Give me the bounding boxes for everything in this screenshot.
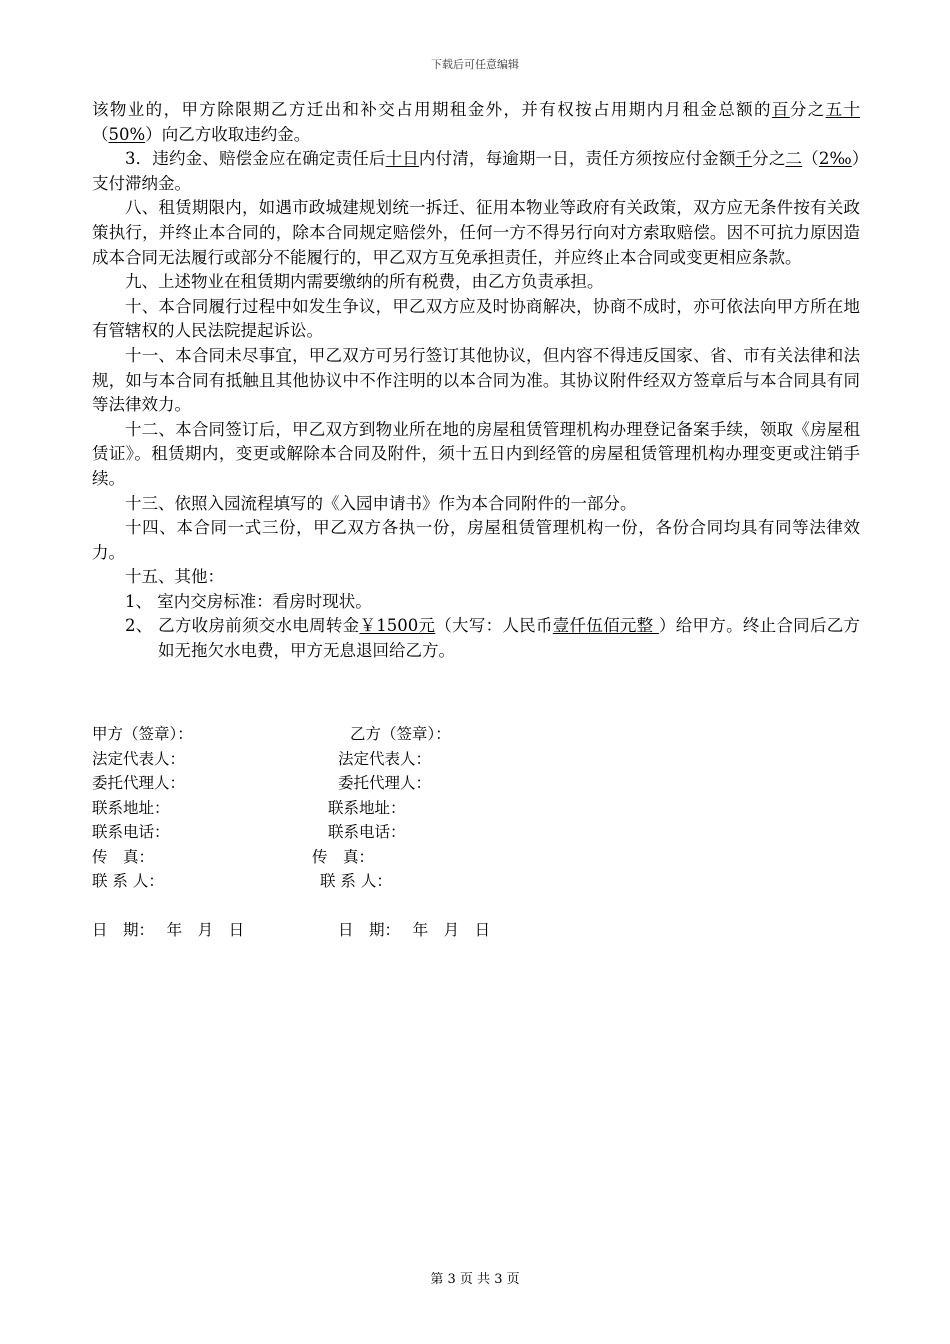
underlined-term: 百 <box>771 100 790 119</box>
paragraph-text: 十四、本合同一式三份，甲乙双方各执一份，房屋租赁管理机构一份，各份合同均具有同等法律效力。 <box>92 518 860 562</box>
paragraph-text: （ <box>802 149 819 169</box>
contract-paragraph <box>92 147 860 196</box>
paragraph-text: 分之 <box>789 100 826 119</box>
signature-row <box>92 894 812 919</box>
contract-paragraph <box>92 98 860 147</box>
party-a-field: 传 真： <box>92 847 155 866</box>
paragraph-text: 3．违约金、赔偿金应在确定责任后 <box>125 149 386 169</box>
signature-row <box>92 747 812 772</box>
paragraph-text: 八、租赁期限内，如遇市政城建规划统一拆迁、征用本物业等政府有关政策，双方应无条件按有关政策执行，并终止本合同的，除本合同规定赔偿外，任何一方不得另行向对方索取赔偿。因不可抗力原因造成本合同无法履行或部分不能履行的，甲乙双方互免承担责任，并应终止本合同或变更相应条款。 <box>92 198 860 267</box>
underlined-term: 二 <box>785 149 803 169</box>
party-a-field: 日 期： 年 月 日 <box>92 921 245 939</box>
paragraph-text: ）给甲方。终止合同后乙方如无拖欠水电费，甲方无息退回给乙方。 <box>158 616 861 661</box>
paragraph-text: 九、上述物业在租赁期内需要缴纳的所有税费，由乙方负责承担。 <box>125 272 604 292</box>
paragraph-text: 十、本合同履行过程中如发生争议，甲乙双方应及时协商解决，协商不成时，亦可依法向甲方所在地有管辖权的人民法院提起诉讼。 <box>92 296 860 341</box>
signature-row <box>92 918 812 943</box>
signature-row <box>92 869 812 894</box>
contract-paragraph <box>92 516 860 565</box>
paragraph-text: ）向乙方收取违约金。 <box>145 124 311 144</box>
party-b-field: 委托代理人： <box>338 774 432 792</box>
page-header: 下载后可任意编辑 <box>431 58 519 71</box>
page-footer: 第 3 页 共 3 页 <box>430 1272 520 1287</box>
party-b-field: 联 系 人： <box>320 872 392 890</box>
paragraph-text: （大写：人民币 <box>435 616 553 636</box>
party-a-field: 法定代表人： <box>92 749 186 768</box>
paragraph-text: 十二、本合同签订后，甲乙双方到物业所在地的房屋租赁管理机构办理登记备案手续，领取《房屋租赁证》。租赁期内，变更或解除本合同及附件，须十五日内到经管的房屋租赁管理机构办理变更或注销手续。 <box>92 419 860 488</box>
paragraph-text: 内付清，每逾期一日，责任方须按应付金额 <box>418 149 736 169</box>
signature-row <box>92 820 812 845</box>
signature-row <box>92 771 812 796</box>
underlined-term: 壹仟伍佰元整 <box>552 616 659 636</box>
underlined-term: 五十 <box>825 100 861 119</box>
contract-paragraph <box>92 565 860 590</box>
contract-body <box>92 98 860 664</box>
signature-row <box>92 796 812 821</box>
paragraph-text: 1、 室内交房标准：看房时现状。 <box>125 591 372 611</box>
party-b-field: 日 期： 年 月 日 <box>338 921 491 939</box>
signature-block <box>92 722 812 943</box>
party-a-field: 联系地址： <box>92 798 170 817</box>
underlined-term: 50% <box>108 124 146 144</box>
contract-paragraph <box>92 344 860 418</box>
paragraph-text: 十五、其他： <box>125 567 224 587</box>
party-a-field: 委托代理人： <box>92 774 186 792</box>
paragraph-text: 分之 <box>752 149 786 169</box>
paragraph-text: （ <box>92 124 109 144</box>
paragraph-text: 2、 乙方收房前须交水电周转金 <box>125 616 360 636</box>
signature-row <box>92 845 812 870</box>
contract-paragraph <box>92 196 860 270</box>
party-a-field: 联系电话： <box>92 823 170 841</box>
party-b-field: 传 真： <box>312 847 375 866</box>
underlined-term: 2‰ <box>818 149 852 169</box>
party-b-field: 联系地址： <box>328 798 406 817</box>
paragraph-text: ）支付滞纳金。 <box>92 149 861 193</box>
contract-paragraph <box>92 492 860 517</box>
party-a-field: 甲方（签章）： <box>92 725 193 743</box>
underlined-term: 十日 <box>385 149 419 169</box>
contract-paragraph <box>92 590 860 615</box>
contract-paragraph <box>92 614 860 663</box>
party-b-field: 法定代表人： <box>338 749 432 768</box>
contract-paragraph <box>92 295 860 344</box>
underlined-term: 千 <box>735 149 753 169</box>
paragraph-text: 该物业的，甲方除限期乙方迁出和补交占用期租金外，并有权按占用期内月租金总额的 <box>92 100 772 119</box>
underlined-term: ￥1500元 <box>359 616 436 636</box>
party-b-field: 联系电话： <box>328 823 406 841</box>
party-a-field: 联 系 人： <box>92 872 164 890</box>
contract-paragraph <box>92 270 860 295</box>
paragraph-text: 十三、依照入园流程填写的《入园申请书》作为本合同附件的一部分。 <box>125 493 637 513</box>
paragraph-text: 十一、本合同未尽事宜，甲乙双方可另行签订其他协议，但内容不得违反国家、省、市有关法律和法规，如与本合同有抵触且其他协议中不作注明的以本合同为准。其协议附件经双方签章后与本合同具有同等法律效力。 <box>92 345 860 415</box>
party-b-field: 乙方（签章）： <box>350 725 451 743</box>
signature-row <box>92 722 812 747</box>
contract-paragraph <box>92 418 860 492</box>
